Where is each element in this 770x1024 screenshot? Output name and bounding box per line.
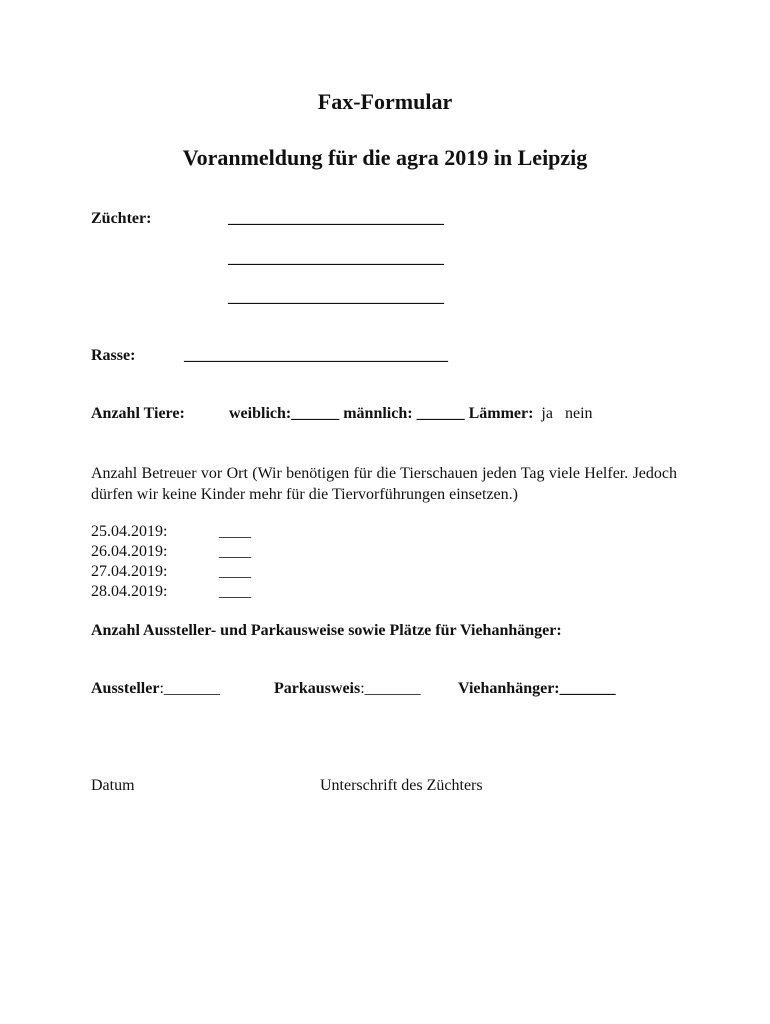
exhibitor-blank[interactable]: :_______ [159, 680, 220, 697]
helpers-paragraph: Anzahl Betreuer vor Ort (Wir benötigen für die Tierschauen jeden Tag viele Helfer. Jedoch dürfen wir keine Kinder mehr für die Tiervorführungen einsetzen.) [91, 465, 677, 503]
female-blank[interactable]: ______ [291, 405, 340, 422]
parking-blank[interactable]: :_______ [360, 680, 421, 697]
date-3-blank[interactable]: ____ [219, 563, 251, 580]
date-4-blank[interactable]: ____ [219, 583, 251, 600]
form-title: Fax-Formular [317, 89, 453, 114]
breeder-label: Züchter: [91, 210, 152, 227]
animals-label: Anzahl Tiere: [91, 405, 185, 422]
breed-label: Rasse: [91, 347, 136, 364]
passes-heading: Anzahl Aussteller- und Parkausweise sowie Plätze für Viehanhänger: [91, 622, 562, 639]
parking-field [274, 680, 421, 698]
date-1-blank[interactable]: ____ [219, 523, 251, 540]
date-2: 26.04.2019: [91, 543, 168, 560]
trailer-blank[interactable]: _______ [559, 680, 616, 697]
date-3: 27.04.2019: [91, 563, 168, 580]
lambs-label: Lämmer: [468, 405, 534, 422]
breeder-line-3[interactable]: ___________________________ [228, 289, 444, 306]
trailer-field [458, 680, 616, 698]
animals-counts [229, 405, 593, 423]
breeder-line-2[interactable]: ___________________________ [228, 250, 444, 267]
trailer-label: Viehanhänger: [458, 680, 560, 697]
date-4: 28.04.2019: [91, 583, 168, 600]
breeder-signature-label: Unterschrift des Züchters [320, 777, 483, 794]
breeder-line-1[interactable]: ___________________________ [228, 210, 444, 227]
date-2-blank[interactable]: ____ [219, 543, 251, 560]
form-subtitle: Voranmeldung für die agra 2019 in Leipzig [182, 145, 588, 170]
male-label: männlich: [343, 405, 413, 422]
date-1: 25.04.2019: [91, 523, 168, 540]
parking-label: Parkausweis [274, 680, 361, 697]
female-label: weiblich: [229, 405, 292, 422]
exhibitor-field [91, 680, 220, 698]
exhibitor-label: Aussteller [91, 680, 160, 697]
male-blank[interactable]: ______ [416, 405, 465, 422]
breed-line[interactable]: _________________________________ [184, 347, 448, 364]
lambs-yes-option[interactable]: ja [541, 405, 553, 422]
lambs-no-option[interactable]: nein [564, 405, 593, 422]
date-signature-label: Datum [91, 777, 135, 794]
